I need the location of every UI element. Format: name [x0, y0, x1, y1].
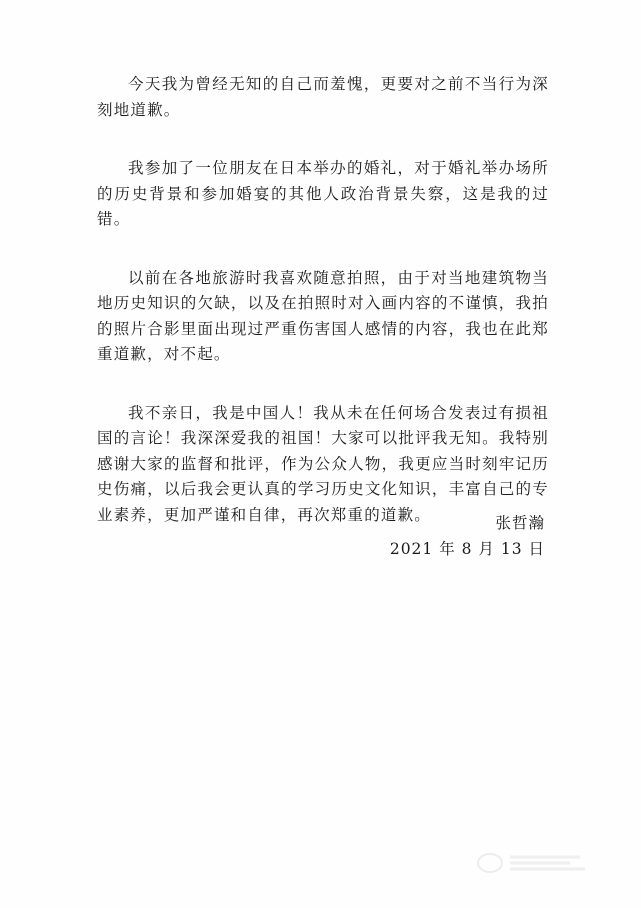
watermark-mark [470, 845, 600, 879]
paragraph-1: 今天我为曾经无知的自己而羞愧，更要对之前不当行为深刻地道歉。 [97, 75, 549, 119]
letter-body [97, 72, 549, 561]
signature-name: 张哲瀚 [495, 514, 545, 532]
paragraph-3: 以前在各地旅游时我喜欢随意拍照，由于对当地建筑物当地历史知识的欠缺，以及在拍照时对入画内容的不谨慎，我拍的照片合影里面出现过严重伤害国人感情的内容，我也在此郑重道歉，对不起。 [97, 268, 549, 363]
paragraph-2: 我参加了一位朋友在日本举办的婚礼，对于婚礼举办场所的历史背景和参加婚宴的其他人政治背景失察，这是我的过错。 [97, 159, 549, 228]
signature-date: 2021 年 8 月 13 日 [389, 539, 545, 558]
signature-block [390, 511, 545, 562]
paragraph-4: 我不亲日，我是中国人！我从未在任何场合发表过有损祖国的言论！我深深爱我的祖国！大家可以批评我无知。我特别感谢大家的监督和批评，作为公众人物，我更应当时刻牢记历史伤痛，以后我会更认真的学习历史文化知识，丰富自己的专业素养，更加严谨和自律，再次郑重的道歉。 [97, 403, 549, 524]
